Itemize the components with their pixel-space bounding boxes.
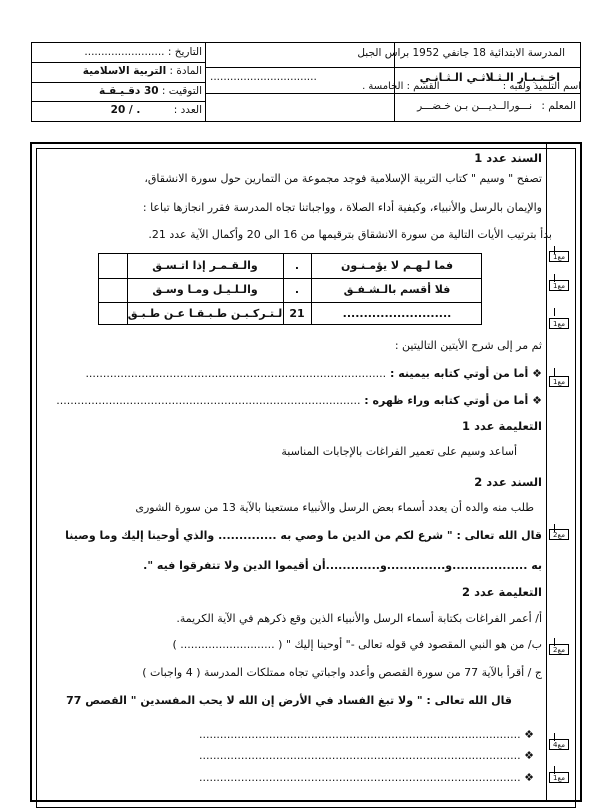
header-divider (205, 67, 580, 68)
grade-box: مع1 (549, 280, 569, 291)
answer-line[interactable]: ❖ ............................................................................................ (198, 749, 534, 762)
score-row (38, 103, 202, 118)
teacher-row (417, 99, 576, 114)
grade-tick (554, 308, 555, 316)
verse-number-cell[interactable]: . (294, 259, 300, 272)
class-label: القسم : الخامسة . (362, 81, 440, 92)
explain-item-label: ❖ أما من أوتي كتابه وراء ظهره : (364, 394, 542, 407)
teacher-name: نـــورالــديـــن بـن خـضـــر (417, 100, 533, 112)
verse-cell: لـتـركـبـن طـبـقـا عـن طـبـق (127, 307, 283, 320)
date-label: التاريخ : (167, 46, 202, 58)
student-row (362, 79, 581, 94)
verse-number-cell[interactable] (99, 254, 127, 278)
verse-cell: فما لـهـم لا يؤمـنـون (340, 259, 454, 272)
instruction1-text: أساعد وسيم على تعمير الفراغات بالإجابات المناسبة (281, 445, 517, 458)
grade-box: مع1 (549, 376, 569, 387)
verse-cell: والـقـمـر إذا اتـسـق (152, 259, 258, 272)
date-row (38, 45, 202, 60)
grade-box: مع2 (549, 529, 569, 540)
subject-row (38, 64, 202, 79)
verse-with-blanks[interactable]: قال الله تعالى : " شرع لكم من الدين ما وصي به .............. والذي أوحينا إليك وما وصينا (65, 529, 542, 542)
duration-value: 30 دقـيـقـة (99, 85, 159, 97)
grade-box: مع2 (549, 644, 569, 655)
question-b[interactable]: ب/ من هو النبي المقصود في قوله تعالى -" أوحينا إليك " ( ........................... ) (172, 638, 542, 651)
header-divider (32, 82, 205, 83)
question-c: ج / أقرأ بالآية 77 من سورة القصص وأعدد واجباتي تجاه ممتلكات المدرسة ( 4 واجبات ) (142, 666, 542, 679)
explain-item (85, 366, 542, 382)
duration-label: التوقيت : (161, 85, 202, 97)
explain-item (56, 393, 542, 409)
section1-title: السند عدد 1 (474, 151, 542, 165)
date-value: ........................ (84, 46, 165, 58)
explain-item-label: ❖ أما من أوتي كتابه بيمينه : (390, 367, 542, 380)
student-label: اسم التلميذ ولقبه : (502, 81, 581, 92)
answer-blank[interactable]: ...................................................................................... (85, 367, 387, 380)
answer-blank[interactable]: ....................................................................................... (56, 394, 361, 407)
answer-line[interactable]: ❖ ............................................................................................ (198, 771, 534, 784)
section2-paragraph: طلب منه والده أن يعدد أسماء بعض الرسل والأنبياء مستعينا بالآية 13 من سورة الشورى (135, 501, 534, 514)
grade-box: مع4 (549, 739, 569, 750)
answer-line[interactable]: ❖ ............................................................................................ (198, 728, 534, 741)
table-row (99, 254, 481, 278)
header-divider (32, 62, 205, 63)
student-name-value: ................................ (210, 71, 317, 83)
verse-quote: قال الله تعالى : " ولا تبغ الفساد في الأرض إن الله لا يحب المفسدين " القصص 77 (66, 694, 512, 707)
table-row (99, 278, 481, 302)
verse-number-cell[interactable] (99, 278, 127, 302)
verse-cell: والـلـيـل ومـا وسـق (152, 283, 258, 296)
duration-row (38, 84, 202, 99)
header-divider (205, 43, 206, 121)
student-name-field[interactable] (210, 70, 317, 85)
section1-paragraph: والإيمان بالرسل والأنبياء، وكيفية أداء الصلاة ، وواجباتنا تجاه المدرسة فقرر انجازها تباعا : (142, 201, 542, 214)
section1-paragraph: تصفح " وسيم " كتاب التربية الإسلامية فوجد مجموعة من التمارين حول سورة الانشقاق، (144, 172, 542, 185)
grade-box: مع1 (549, 772, 569, 783)
verse-ordering-table (98, 253, 482, 325)
teacher-label: المعلم : (541, 100, 576, 112)
verse-number-cell[interactable]: . (294, 283, 300, 296)
instruction1-title: التعليمة عدد 1 (462, 419, 542, 433)
verse-number-cell: 21 (289, 307, 305, 320)
score-value: . / 20 (110, 104, 141, 116)
grade-tick (554, 368, 555, 376)
header-table (31, 42, 581, 122)
question-a: أ/ أعمر الفراغات بكتابة أسماء الرسل والأنبياء الذين وقع ذكرهم في الآية الكريمة. (176, 612, 542, 625)
verse-blank-cell[interactable]: .......................... (342, 307, 452, 320)
exam-title: اخـتـبـار الـثـلاثـي الـثـانـي (419, 71, 560, 84)
grade-box: مع1 (549, 318, 569, 329)
section2-title: السند عدد 2 (474, 475, 542, 489)
section1-paragraph: ثم مر إلى شرح الأيتين التاليتين : (394, 339, 542, 352)
school-name: المدرسة الابتدائية 18 جانفي 1952 براس الجبل (357, 47, 565, 59)
instruction2-title: التعليمة عدد 2 (462, 585, 542, 599)
verse-with-blanks[interactable]: به ..................و..............و.............أن أقيموا الدين ولا تتفرقوا فيه ". (143, 559, 542, 572)
subject-value: التربية الاسلامية (82, 65, 167, 77)
section1-paragraph: بدأ بترتيب الأيات التالية من سورة الانشقاق بترقيمها من 16 الى 20 وأكمال الآية عدد 21. (148, 228, 552, 241)
verse-cell: فلا أقسم بالـشـفـق (343, 283, 451, 296)
header-divider (32, 101, 205, 102)
verse-number-cell[interactable] (99, 302, 127, 326)
score-label: العدد : (173, 104, 202, 116)
table-row (99, 302, 481, 326)
subject-label: المادة : (169, 65, 202, 77)
grade-box: مع1 (549, 251, 569, 262)
